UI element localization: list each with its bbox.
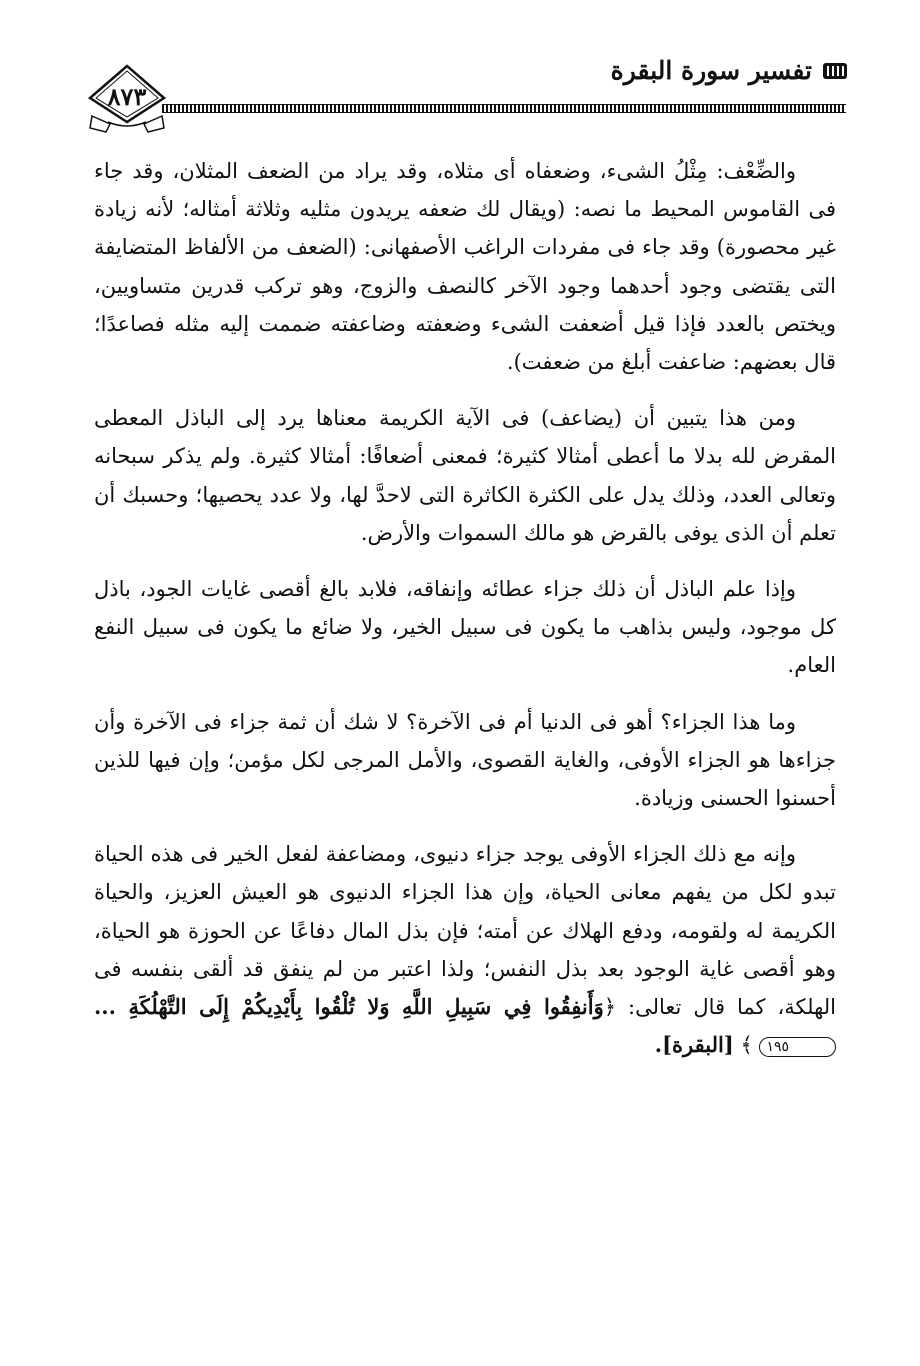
verse-brace-open: ﴿ [603,995,617,1020]
header-rule [162,104,846,113]
paragraph-4: وما هذا الجزاء؟ أهو فى الدنيا أم فى الآخرة؟ لا شك أن ثمة جزاء فى الآخرة وأن جزاءها هو الجزاء الأوفى، والغاية القصوى، والأمل المرجى لكل مؤمن؛ وإن فيها للذين أحسنوا الحسنى وزيادة. [94,709,836,811]
running-head-title: تفسير سورة البقرة [610,56,812,85]
paragraph-5-text: وإنه مع ذلك الجزاء الأوفى يوجد جزاء دنيوى، ومضاعفة لفعل الخير فى هذه الحياة تبدو لكل من يفهم معانى الحياة، وإن هذا الجزاء الدنيوى هو العيش العزيز، والحياة الكريمة له ولقومه، ودفع الهلاك عن أمته؛ فإن بذل المال دفاعًا عن الحوزة هو الحياة، وهو أقصى غاية الوجود بعد بذل النفس؛ ولذا اعتبر من لم ينفق قد ألقى بنفسه فى الهلكة، كما قال تعالى: [94,842,836,1020]
paragraph-1: والضِّعْف: مِثْلُ الشىء، وضعفاه أى مثلاه، وقد يراد من الضعف المثلان، وقد جاء فى القاموس المحيط ما نصه: (ويقال لك ضعفه يريدون مثليه وثلاثة أمثاله؛ لأنه زيادة غير محصورة) وقد جاء فى مفردات الراغب الأصفهانى: (الضعف من الألفاظ المتضايفة التى يقتضى وجود أحدهما وجود الآخر كالنصف والزوج، وهو تركب قدرين متساويين، ويختص بالعدد فإذا قيل أضعفت الشىء وضعفته وضاعفته ضممت إليه مثله فصاعدًا؛ قال بعضهم: ضاعفت أبلغ من ضعفت). [94,159,836,375]
ayah-number-marker: ١٩٥ [759,1037,836,1057]
quran-verse: وَأَنفِقُوا فِي سَبِيلِ اللَّهِ وَلا تُلْقُوا بِأَيْدِيكُمْ إِلَى التَّهْلُكَةِ ... [94,994,604,1020]
running-head [611,56,848,85]
surah-reference: [البقرة]. [654,1032,734,1058]
paragraph-2: ومن هذا يتبين أن (يضاعف) فى الآية الكريمة معناها يرد إلى الباذل المعطى المقرض لله بدلا ما أعطى أمثالا كثيرة؛ فمعنى أضعافًا: أمثالا كثيرة. ولم يذكر سبحانه وتعالى العدد، وذلك يدل على الكثرة الكاثرة التى لاحدَّ لها، ولا عدد يحصيها؛ وحسبك أن تعلم أن الذى يوفى بالقرض هو مالك السموات والأرض. [94,406,836,545]
paragraph-5 [94,835,836,1064]
verse-brace-close: ﴾ [740,1033,753,1058]
text-body [94,152,836,1082]
header-ornament-icon [822,60,848,82]
paragraph-3: وإذا علم الباذل أن ذلك جزاء عطائه وإنفاقه، فلابد بالغ أقصى غايات الجود، باذل كل موجود، وليس بذاهب ما يكون فى سبيل الخير، ولا ضائع ما يكون فى سبيل النفع العام. [94,577,836,678]
page-number: ٨٧٣ [107,82,147,111]
